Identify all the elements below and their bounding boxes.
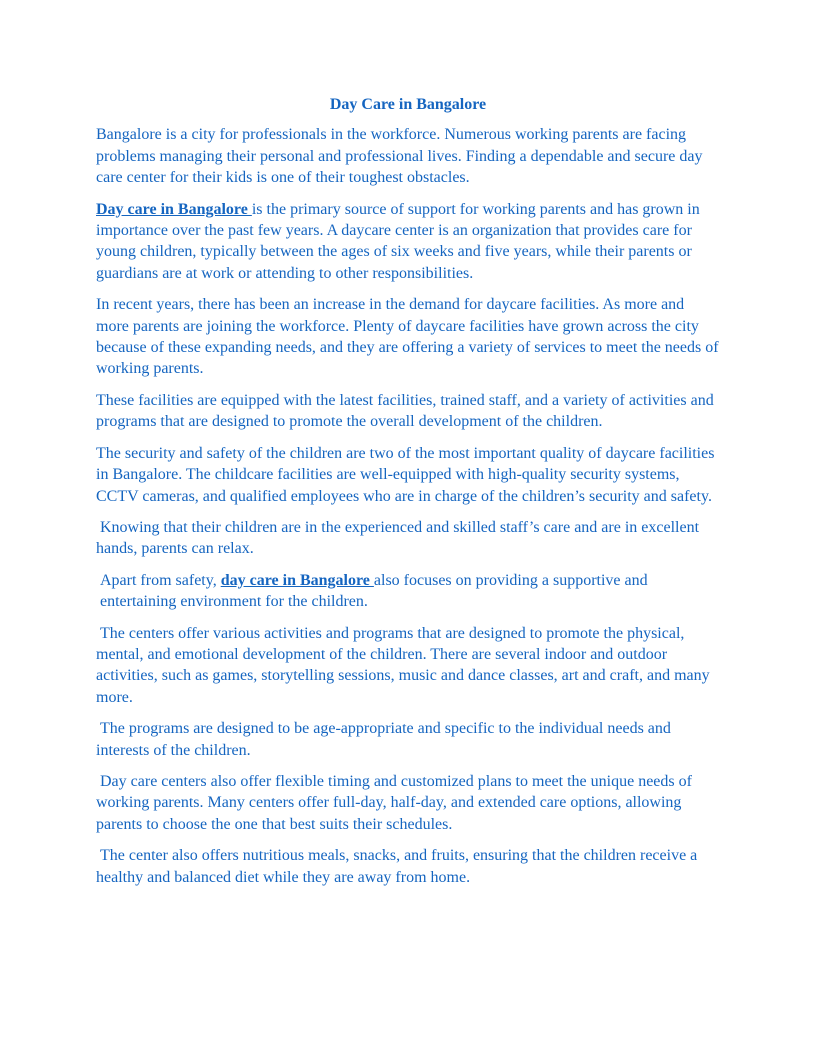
paragraph-intro: Bangalore is a city for professionals in the workforce. Numerous working parents are facing problems managing their personal and professional lives. Finding a dependable and secure day care center for their kids is one of their toughest obstacles. [96, 126, 703, 187]
paragraph-environment-text: also focuses on providing a supportive and entertaining environment for the children. [100, 571, 648, 611]
daycare-link-2[interactable]: day care in Bangalore [220, 571, 374, 589]
paragraph-security: The security and safety of the children are two of the most important quality of daycare facilities in Bangalore. The childcare facilities are well-equipped with high-quality security systems, CCTV cameras, and qualified employees who are in charge of the children’s security and safety. [96, 444, 715, 505]
paragraph-timing: Day care centers also offer flexible timing and customized plans to meet the unique needs of working parents. Many centers offer full-day, half-day, and extended care options, allowing parents to choose the one that best suits their schedules. [96, 772, 696, 833]
daycare-link-1[interactable]: Day care in Bangalore [96, 200, 252, 218]
paragraph-daycare-support [96, 199, 720, 285]
paragraph-facilities: These facilities are equipped with the latest facilities, trained staff, and a variety of activities and programs that are designed to promote the overall development of the children. [96, 391, 714, 431]
paragraph-demand: In recent years, there has been an increase in the demand for daycare facilities. As more and more parents are joining the workforce. Plenty of daycare facilities have grown across the city because of these expanding needs, and they are offering a variety of services to meet the needs of working parents. [96, 296, 719, 378]
paragraph-meals: The center also offers nutritious meals, snacks, and fruits, ensuring that the children receive a healthy and balanced diet while they are away from home. [96, 847, 702, 886]
paragraph-environment-lead: Apart from safety, [100, 571, 221, 589]
paragraph-activities: The centers offer various activities and programs that are designed to promote the physical, mental, and emotional development of the children. There are several indoor and outdoor activities, such as games, storytelling sessions, music and dance classes, art and craft, and many more. [96, 624, 714, 706]
paragraph-programs: The programs are designed to be age-appropriate and specific to the individual needs and interests of the children. [96, 720, 675, 759]
document-body [96, 94, 720, 898]
page-title: Day Care in Bangalore [329, 96, 487, 113]
paragraph-environment [96, 570, 720, 613]
paragraph-relax: Knowing that their children are in the experienced and skilled staff’s care and are in excellent hands, parents can relax. [96, 518, 704, 558]
paragraph-daycare-support-text: is the primary source of support for working parents and has grown in importance over the past few years. A daycare center is an organization that provides care for young children, typically between the ages of six weeks and five years, while their parents or guardians are at work or attending to other responsibilities. [96, 200, 700, 282]
